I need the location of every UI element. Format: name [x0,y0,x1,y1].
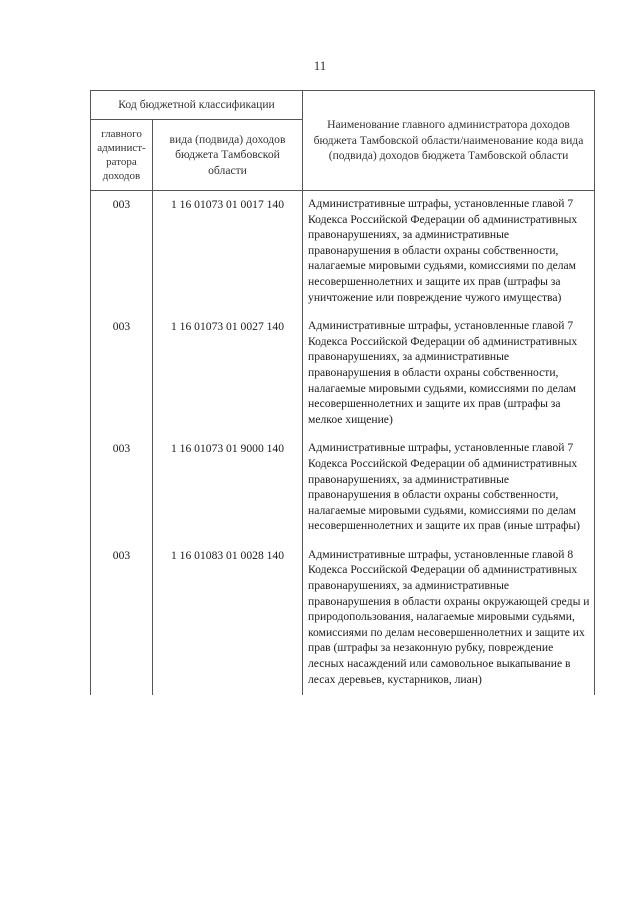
header-admin-column: главного админист-ратора доходов [91,120,153,191]
income-code-cell: 1 16 01073 01 0027 140 [153,313,303,435]
income-name-cell: Административные штрафы, установленные главой 7 Кодекса Российской Федерации об административных правонарушениях, за административные правонарушения в области охраны собственности, налагаемые мировыми судьями, комиссиями по делам несовершеннолетних и защите их прав (иные штрафы) [303,435,595,542]
admin-code-cell: 003 [91,435,153,542]
header-code-column: вида (подвида) доходов бюджета Тамбовской области [153,120,303,191]
admin-code-cell: 003 [91,542,153,695]
table-row [91,313,595,435]
income-name-cell: Административные штрафы, установленные главой 7 Кодекса Российской Федерации об административных правонарушениях, за административные правонарушения в области охраны собственности, налагаемые мировыми судьями, комиссиями по делам несовершеннолетних и защите их прав (штрафы за мелкое хищение) [303,313,595,435]
table-row [91,435,595,542]
income-code-cell: 1 16 01083 01 0028 140 [153,542,303,695]
income-code-cell: 1 16 01073 01 9000 140 [153,435,303,542]
table-row [91,542,595,695]
income-code-cell: 1 16 01073 01 0017 140 [153,191,303,314]
page-number: 11 [313,58,327,73]
admin-code-cell: 003 [91,191,153,314]
income-name-cell: Административные штрафы, установленные главой 8 Кодекса Российской Федерации об административных правонарушениях, за административные правонарушения в области охраны окружающей среды и природопользования, налагаемые мировыми судьями, комиссиями по делам несовершеннолетних и защите их прав (штрафы за незаконную рубку, повреждение лесных насаждений или самовольное выкапывание в лесах деревьев, кустарников, лиан) [303,542,595,695]
header-budget-classification-code: Код бюджетной классификации [91,91,303,120]
budget-classification-table [90,90,595,695]
header-name-column: Наименование главного администратора доходов бюджета Тамбовской области/наименование кода вида (подвида) доходов бюджета Тамбовской области [303,91,595,191]
header-row-1 [91,91,595,120]
table-row [91,191,595,314]
income-name-cell: Административные штрафы, установленные главой 7 Кодекса Российской Федерации об административных правонарушениях, за административные правонарушения в области охраны собственности, налагаемые мировыми судьями, комиссиями по делам несовершеннолетних и защите их прав (штрафы за уничтожение или повреждение чужого имущества) [303,191,595,314]
admin-code-cell: 003 [91,313,153,435]
